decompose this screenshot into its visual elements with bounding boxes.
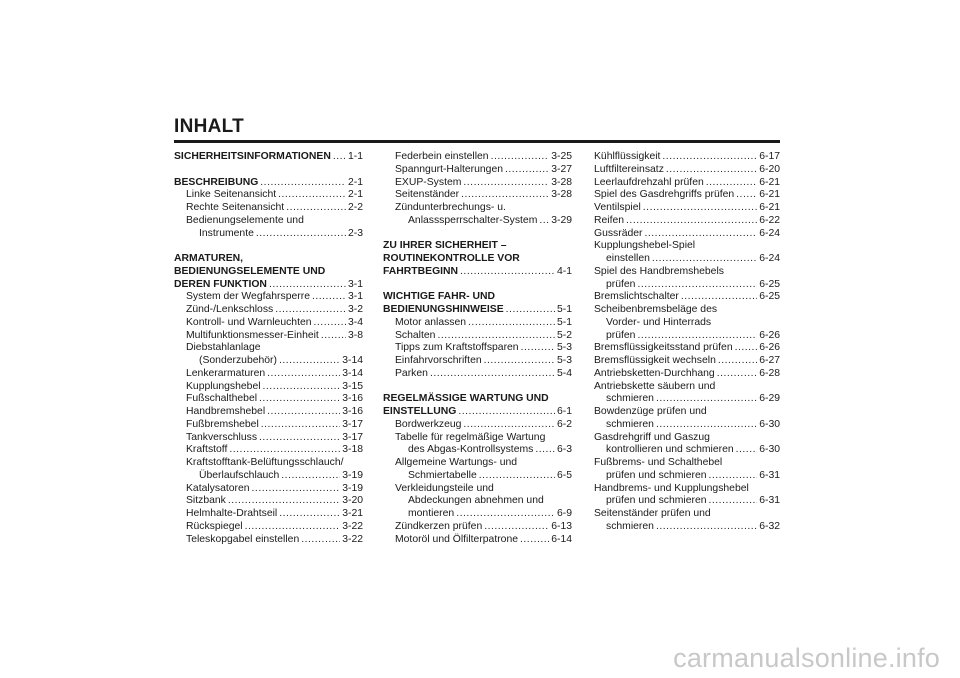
toc-entry-title: Instrumente <box>199 227 254 239</box>
toc-page-number: 6-26 <box>759 342 780 354</box>
toc-entry[interactable] <box>383 151 572 164</box>
toc-leader-dots <box>259 432 340 445</box>
toc-entry[interactable] <box>594 521 780 534</box>
toc-page-number: 6-17 <box>759 151 780 162</box>
toc-entry-title: BEDIENUNGSHINWEISE <box>383 304 504 315</box>
toc-leader-dots <box>430 368 555 381</box>
page-title: INHALT <box>174 116 245 137</box>
toc-entry[interactable] <box>174 534 363 547</box>
toc-entry-title: Gussräder <box>594 227 643 239</box>
toc-entry[interactable] <box>174 419 363 432</box>
toc-leader-dots <box>461 189 549 202</box>
toc-page-number: 3-2 <box>347 304 363 315</box>
toc-leader-dots <box>460 266 555 279</box>
toc-page-number: 6-14 <box>551 533 572 545</box>
toc-entry[interactable] <box>174 228 363 241</box>
toc-entry-title: Leerlaufdrehzahl prüfen <box>594 176 704 188</box>
toc-entry-title: Rechte Seitenansicht <box>186 202 285 213</box>
toc-leader-dots <box>468 317 555 330</box>
toc-column-1 <box>174 151 363 546</box>
toc-entry-title: Schmiertabelle <box>408 469 477 481</box>
toc-section-heading-line: ROUTINEKONTROLLE VOR <box>383 253 520 264</box>
toc-entry-line: Scheibenbremsbeläge des <box>594 304 718 315</box>
toc-entry[interactable] <box>594 202 780 215</box>
toc-entry-title: FAHRTBEGINN <box>383 265 459 277</box>
toc-entry[interactable] <box>174 291 363 304</box>
toc-leader-dots <box>539 215 549 228</box>
toc-entry[interactable] <box>383 419 572 432</box>
toc-entry-title: Federbein einstellen <box>395 151 489 162</box>
toc-leader-dots <box>333 151 346 164</box>
toc-page-number: 3-22 <box>342 533 363 545</box>
toc-entry-title: Reifen <box>594 214 625 226</box>
toc-page-number: 6-32 <box>759 520 780 532</box>
toc-entry-title: Parken <box>395 367 428 379</box>
toc-entry-title: Katalysatoren <box>186 482 250 494</box>
toc-page-number: 3-28 <box>551 189 572 201</box>
toc-section-heading-line: WICHTIGE FAHR- UND <box>383 291 495 303</box>
toc-page-number: 6-20 <box>759 163 780 175</box>
toc-entry-title: SICHERHEITSINFORMATIONEN <box>174 151 331 162</box>
toc-entry-title: Fußbremshebel <box>186 418 259 430</box>
toc-entry[interactable] <box>594 495 780 508</box>
toc-page-number: 3-19 <box>342 482 363 494</box>
toc-entry-title: Kraftstoff <box>186 444 228 456</box>
toc-page-number: 3-16 <box>342 393 363 405</box>
toc-leader-dots <box>252 483 341 496</box>
toc-page-number: 6-31 <box>759 469 780 481</box>
toc-leader-dots <box>301 534 340 547</box>
toc-page-number: 6-5 <box>556 469 572 481</box>
toc-entry-line: Vorder- und Hinterrads <box>606 316 712 328</box>
toc-section-entry[interactable] <box>383 304 572 317</box>
title-rule <box>174 140 780 143</box>
toc-entry-line: Seitenständer prüfen und <box>594 508 711 519</box>
toc-entry[interactable] <box>383 470 572 483</box>
toc-section-entry[interactable] <box>174 279 363 292</box>
toc-leader-dots <box>706 177 757 190</box>
toc-entry-title: Fußschalthebel <box>186 393 258 405</box>
toc-entry-line: Kraftstofftank-Belüftungsschlauch/ <box>186 457 344 468</box>
toc-entry-line: Spiel des Handbremshebels <box>594 265 724 277</box>
toc-entry[interactable] <box>174 368 363 381</box>
toc-leader-dots <box>666 164 757 177</box>
toc-entry[interactable] <box>383 508 572 521</box>
toc-entry[interactable] <box>174 393 363 406</box>
toc-entry-title: Einfahrvorschriften <box>395 355 482 366</box>
toc-entry[interactable] <box>174 508 363 521</box>
toc-leader-dots <box>463 177 549 190</box>
toc-page-number: 2-3 <box>347 227 363 239</box>
toc-entry[interactable] <box>594 215 780 228</box>
toc-column-3 <box>594 151 780 534</box>
toc-page-number: 5-1 <box>556 316 572 328</box>
toc-leader-dots <box>279 508 340 521</box>
toc-entry-title: BESCHREIBUNG <box>174 176 259 188</box>
toc-page-number: 6-31 <box>759 495 780 507</box>
toc-page-number: 6-22 <box>759 214 780 226</box>
toc-entry-title: Tankverschluss <box>186 431 258 443</box>
toc-page-number: 3-8 <box>347 329 363 341</box>
toc-page-number: 3-14 <box>342 355 363 366</box>
toc-entry-line: Fußbrems- und Schalthebel <box>594 457 723 468</box>
toc-leader-dots <box>652 253 757 266</box>
toc-page-number: 6-24 <box>759 253 780 264</box>
toc-leader-dots <box>520 534 549 547</box>
toc-entry[interactable] <box>174 304 363 317</box>
toc-entry[interactable] <box>594 151 780 164</box>
toc-leader-dots <box>645 228 758 241</box>
toc-entry[interactable] <box>383 317 572 330</box>
toc-page-number: 3-1 <box>347 278 363 290</box>
toc-page-number: 6-21 <box>759 189 780 201</box>
toc-leader-dots <box>505 164 549 177</box>
toc-page-number: 6-28 <box>759 367 780 379</box>
toc-leader-dots <box>245 521 341 534</box>
toc-page-number: 4-1 <box>556 265 572 277</box>
toc-leader-dots <box>484 521 549 534</box>
toc-entry[interactable] <box>174 483 363 496</box>
toc-entry[interactable] <box>594 228 780 241</box>
toc-entry[interactable] <box>594 355 780 368</box>
toc-entry[interactable] <box>174 470 363 483</box>
toc-page-number: 2-1 <box>347 176 363 188</box>
toc-entry-title: des Abgas-Kontrollsystems <box>408 444 534 456</box>
toc-entry-line: Tabelle für regelmäßige Wartung <box>395 431 546 443</box>
toc-entry[interactable] <box>594 164 780 177</box>
toc-entry[interactable] <box>174 381 363 394</box>
toc-page-number: 3-28 <box>551 176 572 188</box>
toc-section-entry[interactable] <box>174 151 363 164</box>
toc-entry-title: Zünd-/Lenkschloss <box>186 304 274 315</box>
toc-entry-title: schmieren <box>606 520 654 532</box>
toc-entry-title: Kontroll- und Warnleuchten <box>186 316 312 328</box>
toc-leader-dots <box>279 355 340 368</box>
toc-entry-title: Überlaufschlauch <box>199 469 280 481</box>
toc-entry-title: Sitzbank <box>186 495 226 507</box>
toc-leader-dots <box>278 189 346 202</box>
toc-entry[interactable] <box>174 202 363 215</box>
toc-entry-title: prüfen und schmieren <box>606 495 707 507</box>
toc-entry-title: Spanngurt-Halterungen <box>395 163 504 175</box>
toc-entry-title: prüfen <box>606 278 636 290</box>
toc-entry-title: Tipps zum Kraftstoffsparen <box>395 342 519 354</box>
toc-page-number: 6-21 <box>759 202 780 213</box>
toc-page-number: 3-27 <box>551 163 572 175</box>
toc-page-number: 6-26 <box>759 329 780 341</box>
toc-spacer <box>174 164 363 177</box>
toc-page-number: 2-1 <box>347 189 363 201</box>
toc-leader-dots <box>484 355 555 368</box>
toc-page-number: 6-21 <box>759 176 780 188</box>
toc-leader-dots <box>458 406 555 419</box>
toc-entry[interactable] <box>174 521 363 534</box>
toc-entry[interactable] <box>174 444 363 457</box>
toc-page-number: 3-16 <box>342 406 363 417</box>
toc-entry-line: Handbrems- und Kupplungshebel <box>594 482 749 494</box>
toc-entry[interactable] <box>594 330 780 343</box>
toc-spacer <box>383 279 572 292</box>
toc-page-number: 3-22 <box>342 520 363 532</box>
toc-entry-title: Motor anlassen <box>395 316 467 328</box>
toc-entry-title: prüfen und schmieren <box>606 469 707 481</box>
toc-entry[interactable] <box>594 393 780 406</box>
toc-leader-dots <box>437 330 555 343</box>
toc-leader-dots <box>260 177 346 190</box>
toc-entry-title: Bordwerkzeug <box>395 418 462 430</box>
toc-section-entry[interactable] <box>174 177 363 190</box>
toc-page-number: 5-4 <box>556 367 572 379</box>
toc-entry-title: Helmhalte-Drahtseil <box>186 508 278 519</box>
toc-section-heading-line: BEDIENUNGSELEMENTE UND <box>174 265 326 277</box>
toc-entry[interactable] <box>594 342 780 355</box>
toc-entry[interactable] <box>383 521 572 534</box>
toc-page-number: 6-25 <box>759 278 780 290</box>
toc-entry[interactable] <box>594 444 780 457</box>
toc-page-number: 3-14 <box>342 367 363 379</box>
toc-entry-title: Zündkerzen prüfen <box>395 520 483 532</box>
toc-entry[interactable] <box>174 406 363 419</box>
toc-leader-dots <box>656 393 757 406</box>
toc-entry[interactable] <box>383 444 572 457</box>
toc-leader-dots <box>321 330 346 343</box>
toc-entry-title: Bremslichtschalter <box>594 291 679 303</box>
toc-page-number: 6-9 <box>556 508 572 519</box>
toc-spacer <box>174 240 363 253</box>
toc-leader-dots <box>286 202 346 215</box>
toc-section-heading-line: ZU IHRER SICHERHEIT – <box>383 240 507 252</box>
toc-entry[interactable] <box>174 330 363 343</box>
toc-leader-dots <box>506 304 555 317</box>
toc-leader-dots <box>681 291 757 304</box>
toc-entry-line: Bowdenzüge prüfen und <box>594 406 707 417</box>
toc-page-number: 3-4 <box>347 316 363 328</box>
toc-entry-title: DEREN FUNKTION <box>174 278 267 290</box>
toc-entry[interactable] <box>174 495 363 508</box>
toc-entry-title: Rückspiegel <box>186 520 243 532</box>
toc-leader-dots <box>662 151 757 164</box>
toc-entry-title: kontrollieren und schmieren <box>606 444 734 456</box>
toc-page-number: 1-1 <box>347 151 363 162</box>
toc-section-entry[interactable] <box>383 406 572 419</box>
toc-page-number: 3-25 <box>551 151 572 162</box>
toc-page-number: 6-30 <box>759 444 780 456</box>
toc-page-number: 2-2 <box>347 202 363 213</box>
toc-page-number: 5-3 <box>556 355 572 366</box>
toc-entry-title: montieren <box>408 508 455 519</box>
toc-leader-dots <box>637 330 757 343</box>
toc-page-number: 3-19 <box>342 469 363 481</box>
toc-entry[interactable] <box>383 189 572 202</box>
toc-leader-dots <box>709 495 758 508</box>
toc-entry-title: Multifunktionsmesser-Einheit <box>186 329 319 341</box>
toc-entry-title: schmieren <box>606 418 654 430</box>
toc-leader-dots <box>626 215 757 228</box>
toc-page-number: 3-29 <box>551 214 572 226</box>
toc-entry[interactable] <box>383 177 572 190</box>
toc-entry-line: Abdeckungen abnehmen und <box>408 495 544 507</box>
toc-leader-dots <box>521 342 555 355</box>
toc-entry[interactable] <box>594 368 780 381</box>
toc-leader-dots <box>491 151 550 164</box>
toc-leader-dots <box>479 470 555 483</box>
toc-page-number: 3-21 <box>342 508 363 519</box>
toc-entry[interactable] <box>594 279 780 292</box>
toc-entry[interactable] <box>383 215 572 228</box>
toc-leader-dots <box>736 444 758 457</box>
toc-entry-title: (Sonderzubehör) <box>199 355 277 366</box>
toc-entry-title: prüfen <box>606 329 636 341</box>
toc-entry[interactable] <box>594 189 780 202</box>
toc-entry-title: Seitenständer <box>395 189 460 201</box>
toc-page-number: 6-24 <box>759 227 780 239</box>
toc-leader-dots <box>709 470 758 483</box>
watermark: carmanualsonline.info <box>673 643 940 673</box>
toc-entry-title: Anlasssperrschalter-System <box>408 214 538 226</box>
toc-entry[interactable] <box>594 177 780 190</box>
toc-leader-dots <box>267 406 340 419</box>
toc-leader-dots <box>261 419 340 432</box>
toc-entry-title: Motoröl und Ölfilterpatrone <box>395 533 519 545</box>
toc-entry[interactable] <box>594 470 780 483</box>
toc-leader-dots <box>656 521 757 534</box>
toc-entry[interactable] <box>383 368 572 381</box>
toc-entry[interactable] <box>174 189 363 202</box>
toc-leader-dots <box>717 368 757 381</box>
toc-leader-dots <box>456 508 555 521</box>
toc-leader-dots <box>643 202 757 215</box>
toc-page-number: 5-1 <box>556 304 572 315</box>
toc-page-number: 3-1 <box>347 291 363 303</box>
toc-leader-dots <box>259 393 340 406</box>
toc-page-number: 3-17 <box>342 431 363 443</box>
toc-entry-title: EINSTELLUNG <box>383 406 457 417</box>
toc-page-number: 6-29 <box>759 393 780 405</box>
toc-leader-dots <box>229 444 340 457</box>
toc-entry-title: einstellen <box>606 253 650 264</box>
toc-leader-dots <box>463 419 555 432</box>
toc-entry-line: Antriebskette säubern und <box>594 380 716 392</box>
toc-entry-line: Verkleidungsteile und <box>395 482 494 494</box>
toc-entry-title: Luftfiltereinsatz <box>594 163 664 175</box>
toc-leader-dots <box>263 381 341 394</box>
toc-entry-title: Bremsflüssigkeit wechseln <box>594 355 716 366</box>
toc-leader-dots <box>535 444 555 457</box>
toc-leader-dots <box>314 317 346 330</box>
toc-column-2 <box>383 151 572 546</box>
toc-entry[interactable] <box>383 164 572 177</box>
toc-entry-title: Spiel des Gasdrehgriffs prüfen <box>594 189 735 201</box>
toc-entry[interactable] <box>594 291 780 304</box>
toc-leader-dots <box>267 368 340 381</box>
toc-leader-dots <box>281 470 340 483</box>
toc-spacer <box>383 381 572 394</box>
toc-page-number: 6-13 <box>551 520 572 532</box>
toc-entry-title: Ventilspiel <box>594 202 641 213</box>
toc-page-number: 6-1 <box>556 406 572 417</box>
toc-entry-title: System der Wegfahrsperre <box>186 291 310 303</box>
toc-entry-title: Kühlflüssigkeit <box>594 151 661 162</box>
toc-section-entry[interactable] <box>383 266 572 279</box>
toc-page-number: 6-27 <box>759 355 780 366</box>
toc-entry-title: Antriebsketten-Durchhang <box>594 367 715 379</box>
toc-entry-title: Schalten <box>395 329 436 341</box>
toc-entry-title: EXUP-System <box>395 176 462 188</box>
toc-entry[interactable] <box>174 355 363 368</box>
toc-leader-dots <box>269 279 346 292</box>
toc-page-number: 6-3 <box>556 444 572 456</box>
toc-entry-title: Bremsflüssigkeitsstand prüfen <box>594 342 733 354</box>
toc-entry-title: Linke Seitenansicht <box>186 189 277 201</box>
toc-entry-title: Handbremshebel <box>186 406 266 417</box>
toc-entry[interactable] <box>383 355 572 368</box>
toc-page-number: 6-25 <box>759 291 780 303</box>
toc-entry-line: Diebstahlanlage <box>186 342 261 354</box>
toc-page-number: 3-20 <box>342 495 363 507</box>
toc-leader-dots <box>718 355 757 368</box>
toc-page-number: 3-18 <box>342 444 363 456</box>
toc-entry-line: Gasdrehgriff und Gaszug <box>594 431 710 443</box>
toc-leader-dots <box>637 279 757 292</box>
toc-entry[interactable] <box>383 342 572 355</box>
toc-page-number: 5-3 <box>556 342 572 354</box>
toc-page-number: 5-2 <box>556 329 572 341</box>
toc-entry-title: Kupplungshebel <box>186 380 261 392</box>
toc-leader-dots <box>736 189 757 202</box>
toc-entry[interactable] <box>383 534 572 547</box>
toc-entry[interactable] <box>594 419 780 432</box>
toc-section-heading-line: ARMATUREN, <box>174 253 244 264</box>
toc-entry[interactable] <box>383 330 572 343</box>
toc-entry-line: Bedienungselemente und <box>186 214 304 226</box>
toc-entry-line: Zündunterbrechungs- u. <box>395 202 506 213</box>
toc-entry[interactable] <box>594 253 780 266</box>
toc-leader-dots <box>228 495 340 508</box>
toc-page-number: 6-30 <box>759 418 780 430</box>
toc-page-number: 3-17 <box>342 418 363 430</box>
toc-leader-dots <box>735 342 758 355</box>
toc-page-number: 6-2 <box>556 418 572 430</box>
toc-section-heading-line: REGELMÄSSIGE WARTUNG UND <box>383 393 549 405</box>
toc-entry-title: schmieren <box>606 393 654 405</box>
toc-leader-dots <box>312 291 346 304</box>
toc-entry-title: Lenkerarmaturen <box>186 367 266 379</box>
toc-entry[interactable] <box>174 317 363 330</box>
toc-leader-dots <box>275 304 346 317</box>
toc-spacer <box>383 228 572 241</box>
toc-entry-title: Teleskopgabel einstellen <box>186 533 300 545</box>
toc-leader-dots <box>256 228 346 241</box>
toc-entry-line: Allgemeine Wartungs- und <box>395 457 518 468</box>
toc-leader-dots <box>656 419 757 432</box>
toc-entry-line: Kupplungshebel-Spiel <box>594 240 696 252</box>
toc-entry[interactable] <box>174 432 363 445</box>
toc-page-number: 3-15 <box>342 380 363 392</box>
